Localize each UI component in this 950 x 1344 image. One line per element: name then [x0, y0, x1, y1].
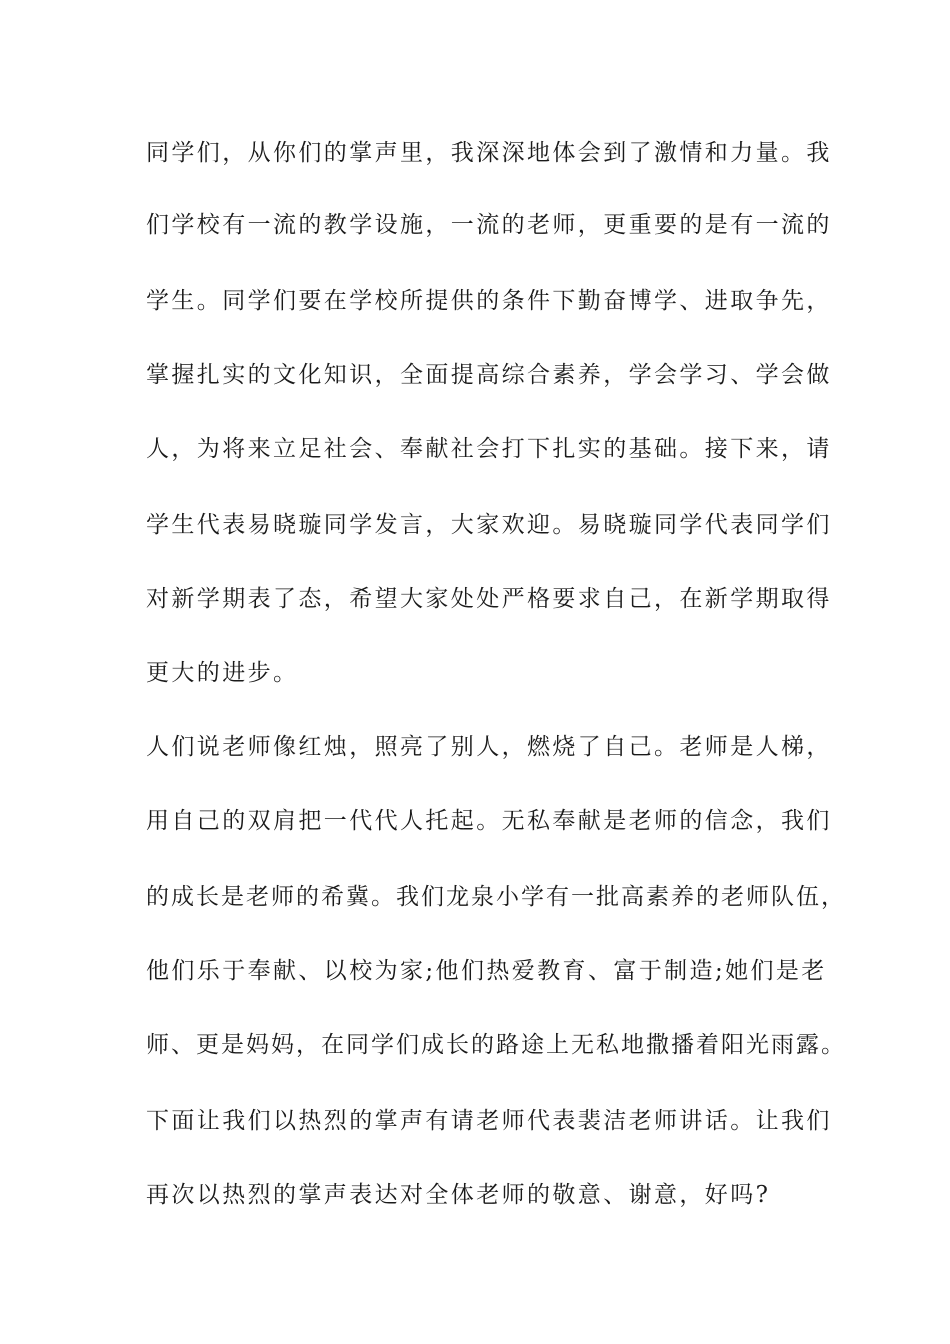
text-line: 同学们，从你们的掌声里，我深深地体会到了激情和力量。我 [146, 140, 832, 166]
text-line: 他们乐于奉献、以校为家;他们热爱教育、富于制造;她们是老 [146, 958, 827, 984]
text-line: 人，为将来立足社会、奉献社会打下扎实的基础。接下来，请 [146, 436, 832, 462]
text-line: 用自己的双肩把一代代人托起。无私奉献是老师的信念，我们 [146, 808, 832, 834]
text-line: 再次以热烈的掌声表达对全体老师的敬意、谢意，好吗? [146, 1182, 771, 1208]
text-line: 人们说老师像红烛，照亮了别人，燃烧了自己。老师是人梯， [146, 734, 832, 760]
text-line: 下面让我们以热烈的掌声有请老师代表裴洁老师讲话。让我们 [146, 1108, 832, 1134]
text-line: 对新学期表了态，希望大家处处严格要求自己，在新学期取得 [146, 586, 832, 612]
text-line: 更大的进步。 [146, 660, 299, 686]
text-line: 学生。同学们要在学校所提供的条件下勤奋博学、进取争先， [146, 288, 832, 314]
text-line: 们学校有一流的教学设施，一流的老师，更重要的是有一流的 [146, 212, 832, 238]
text-line: 学生代表易晓璇同学发言，大家欢迎。易晓璇同学代表同学们 [146, 512, 832, 538]
text-line: 师、更是妈妈，在同学们成长的路途上无私地撒播着阳光雨露。 [146, 1032, 846, 1058]
text-line: 的成长是老师的希冀。我们龙泉小学有一批高素养的老师队伍， [146, 884, 846, 910]
text-line: 掌握扎实的文化知识，全面提高综合素养，学会学习、学会做 [146, 362, 832, 388]
